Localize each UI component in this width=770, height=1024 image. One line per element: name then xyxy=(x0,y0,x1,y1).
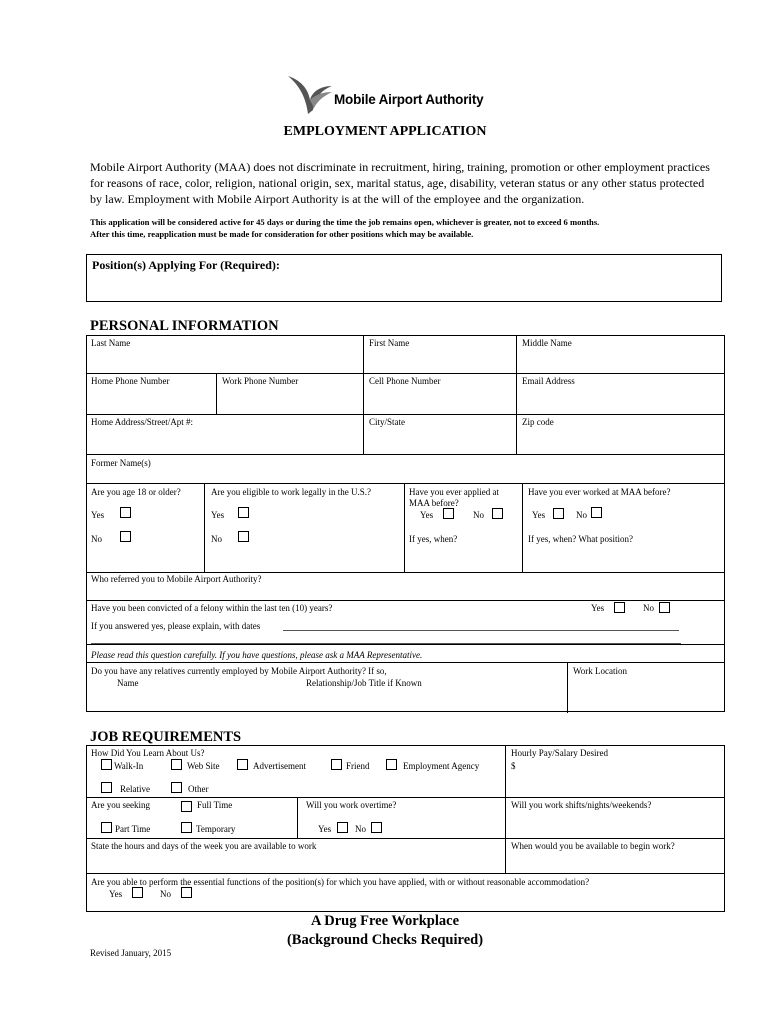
position-label: Position(s) Applying For (Required): xyxy=(92,258,280,272)
walk-in-checkbox[interactable] xyxy=(101,759,112,770)
hours-question[interactable]: State the hours and days of the week you are available to work xyxy=(91,841,317,851)
pay-desired-field[interactable]: $ xyxy=(511,761,516,771)
eligible-question: Are you eligible to work legally in the U.S.? xyxy=(211,487,371,497)
felony-yes-label: Yes xyxy=(591,603,605,613)
applied-yes-label: Yes xyxy=(420,510,434,520)
home-phone-field[interactable]: Home Phone Number xyxy=(91,376,170,386)
overtime-yes-checkbox[interactable] xyxy=(337,822,348,833)
employment-agency-checkbox[interactable] xyxy=(386,759,397,770)
work-location-label: Work Location xyxy=(573,666,628,676)
eligible-yes-label: Yes xyxy=(211,510,225,520)
felony-explain-line-2[interactable] xyxy=(91,643,681,644)
full-time-label: Full Time xyxy=(197,800,233,810)
friend-label: Friend xyxy=(346,761,370,771)
other-label: Other xyxy=(188,784,209,794)
worked-no-checkbox[interactable] xyxy=(591,507,602,518)
bird-logo-icon xyxy=(286,70,334,118)
walk-in-label: Walk-In xyxy=(114,761,144,771)
perform-no-checkbox[interactable] xyxy=(181,887,192,898)
relative-checkbox[interactable] xyxy=(101,782,112,793)
overtime-question: Will you work overtime? xyxy=(306,800,397,810)
job-requirements-heading: JOB REQUIREMENTS xyxy=(90,729,242,745)
read-carefully-note: Please read this question carefully. If you have questions, please ask a MAA Representative. xyxy=(91,650,423,660)
personal-information-heading: PERSONAL INFORMATION xyxy=(90,318,279,334)
address-field[interactable]: Home Address/Street/Apt #: xyxy=(91,417,193,427)
personal-information-table xyxy=(86,335,725,712)
applied-no-label: No xyxy=(473,510,484,520)
relative-name-label: Name xyxy=(117,678,139,688)
active-notice xyxy=(90,216,720,240)
first-name-field[interactable]: First Name xyxy=(369,338,410,348)
applied-when-label: If yes, when? xyxy=(409,534,458,544)
overtime-yes-label: Yes xyxy=(318,824,332,834)
notice-line-1: This application will be considered active for 45 days or during the time the job remains open, whichever is greater, not to exceed 6 months. xyxy=(90,217,600,227)
relative-relationship-label: Relationship/Job Title if Known xyxy=(306,678,422,688)
job-requirements-table xyxy=(86,745,725,912)
logo-text: Mobile Airport Authority xyxy=(334,92,484,107)
worked-no-label: No xyxy=(576,510,587,520)
former-names-field[interactable]: Former Name(s) xyxy=(91,458,151,468)
age-no-checkbox[interactable] xyxy=(120,531,131,542)
applied-yes-checkbox[interactable] xyxy=(443,508,454,519)
age-yes-checkbox[interactable] xyxy=(120,507,131,518)
perform-yes-label: Yes xyxy=(109,889,123,899)
worked-question: Have you ever worked at MAA before? xyxy=(528,487,671,497)
web-site-checkbox[interactable] xyxy=(171,759,182,770)
eligible-no-checkbox[interactable] xyxy=(238,531,249,542)
age-no-label: No xyxy=(91,534,102,544)
relative-label: Relative xyxy=(120,784,150,794)
felony-explain-line[interactable] xyxy=(283,630,679,631)
age-question: Are you age 18 or older? xyxy=(91,487,181,497)
felony-yes-checkbox[interactable] xyxy=(614,602,625,613)
worked-yes-checkbox[interactable] xyxy=(553,508,564,519)
work-phone-field[interactable]: Work Phone Number xyxy=(222,376,299,386)
felony-no-label: No xyxy=(643,603,654,613)
eligible-yes-checkbox[interactable] xyxy=(238,507,249,518)
advertisement-label: Advertisement xyxy=(253,761,306,771)
age-yes-label: Yes xyxy=(91,510,105,520)
part-time-checkbox[interactable] xyxy=(101,822,112,833)
worked-when-position-label: If yes, when? What position? xyxy=(528,534,634,544)
full-time-checkbox[interactable] xyxy=(181,801,192,812)
perform-yes-checkbox[interactable] xyxy=(132,887,143,898)
eligible-no-label: No xyxy=(211,534,222,544)
intro-paragraph: Mobile Airport Authority (MAA) does not discriminate in recruitment, hiring, training, promotion or other employment practices for reasons of race, color, religion, national origin, sex, marital status, age, disability, veteran status or any other status protected by law. Employment with Mobile Airport Authority is at the will of the employee and the organization. xyxy=(90,160,710,206)
employment-agency-label: Employment Agency xyxy=(403,761,480,771)
drug-free-heading: A Drug Free Workplace xyxy=(310,913,460,929)
notice-line-2: After this time, reapplication must be made for consideration for other positions which may be available. xyxy=(90,229,474,239)
email-field[interactable]: Email Address xyxy=(522,376,575,386)
overtime-no-checkbox[interactable] xyxy=(371,822,382,833)
referred-field[interactable]: Who referred you to Mobile Airport Authority? xyxy=(91,574,262,584)
learn-question: How Did You Learn About Us? xyxy=(91,748,205,758)
begin-work-question[interactable]: When would you be available to begin work? xyxy=(511,841,675,851)
perform-question: Are you able to perform the essential functions of the position(s) for which you have applied, with or without reasonable accommodation? xyxy=(91,877,590,887)
worked-yes-label: Yes xyxy=(532,510,546,520)
maa-logo xyxy=(286,70,496,118)
applied-no-checkbox[interactable] xyxy=(492,508,503,519)
felony-no-checkbox[interactable] xyxy=(659,602,670,613)
middle-name-field[interactable]: Middle Name xyxy=(522,338,572,348)
temporary-checkbox[interactable] xyxy=(181,822,192,833)
other-checkbox[interactable] xyxy=(171,782,182,793)
overtime-no-label: No xyxy=(355,824,366,834)
friend-checkbox[interactable] xyxy=(331,759,342,770)
background-checks-heading: (Background Checks Required) xyxy=(286,932,484,948)
relatives-question: Do you have any relatives currently employed by Mobile Airport Authority? If so, xyxy=(91,666,387,676)
zip-field[interactable]: Zip code xyxy=(522,417,554,427)
part-time-label: Part Time xyxy=(115,824,151,834)
shifts-question[interactable]: Will you work shifts/nights/weekends? xyxy=(511,800,652,810)
position-field[interactable] xyxy=(86,254,722,302)
temporary-label: Temporary xyxy=(196,824,236,834)
last-name-field[interactable]: Last Name xyxy=(91,338,131,348)
applied-question: Have you ever applied at MAA before? xyxy=(409,487,499,508)
city-state-field[interactable]: City/State xyxy=(369,417,405,427)
felony-explain-label: If you answered yes, please explain, with dates xyxy=(91,621,261,631)
cell-phone-field[interactable]: Cell Phone Number xyxy=(369,376,441,386)
perform-no-label: No xyxy=(160,889,171,899)
advertisement-checkbox[interactable] xyxy=(237,759,248,770)
pay-desired-label: Hourly Pay/Salary Desired xyxy=(511,748,608,758)
felony-question: Have you been convicted of a felony within the last ten (10) years? xyxy=(91,603,333,613)
page-title: EMPLOYMENT APPLICATION xyxy=(283,124,487,139)
revised-date: Revised January, 2015 xyxy=(90,948,172,958)
web-site-label: Web Site xyxy=(187,761,220,771)
seeking-question: Are you seeking xyxy=(91,800,150,810)
